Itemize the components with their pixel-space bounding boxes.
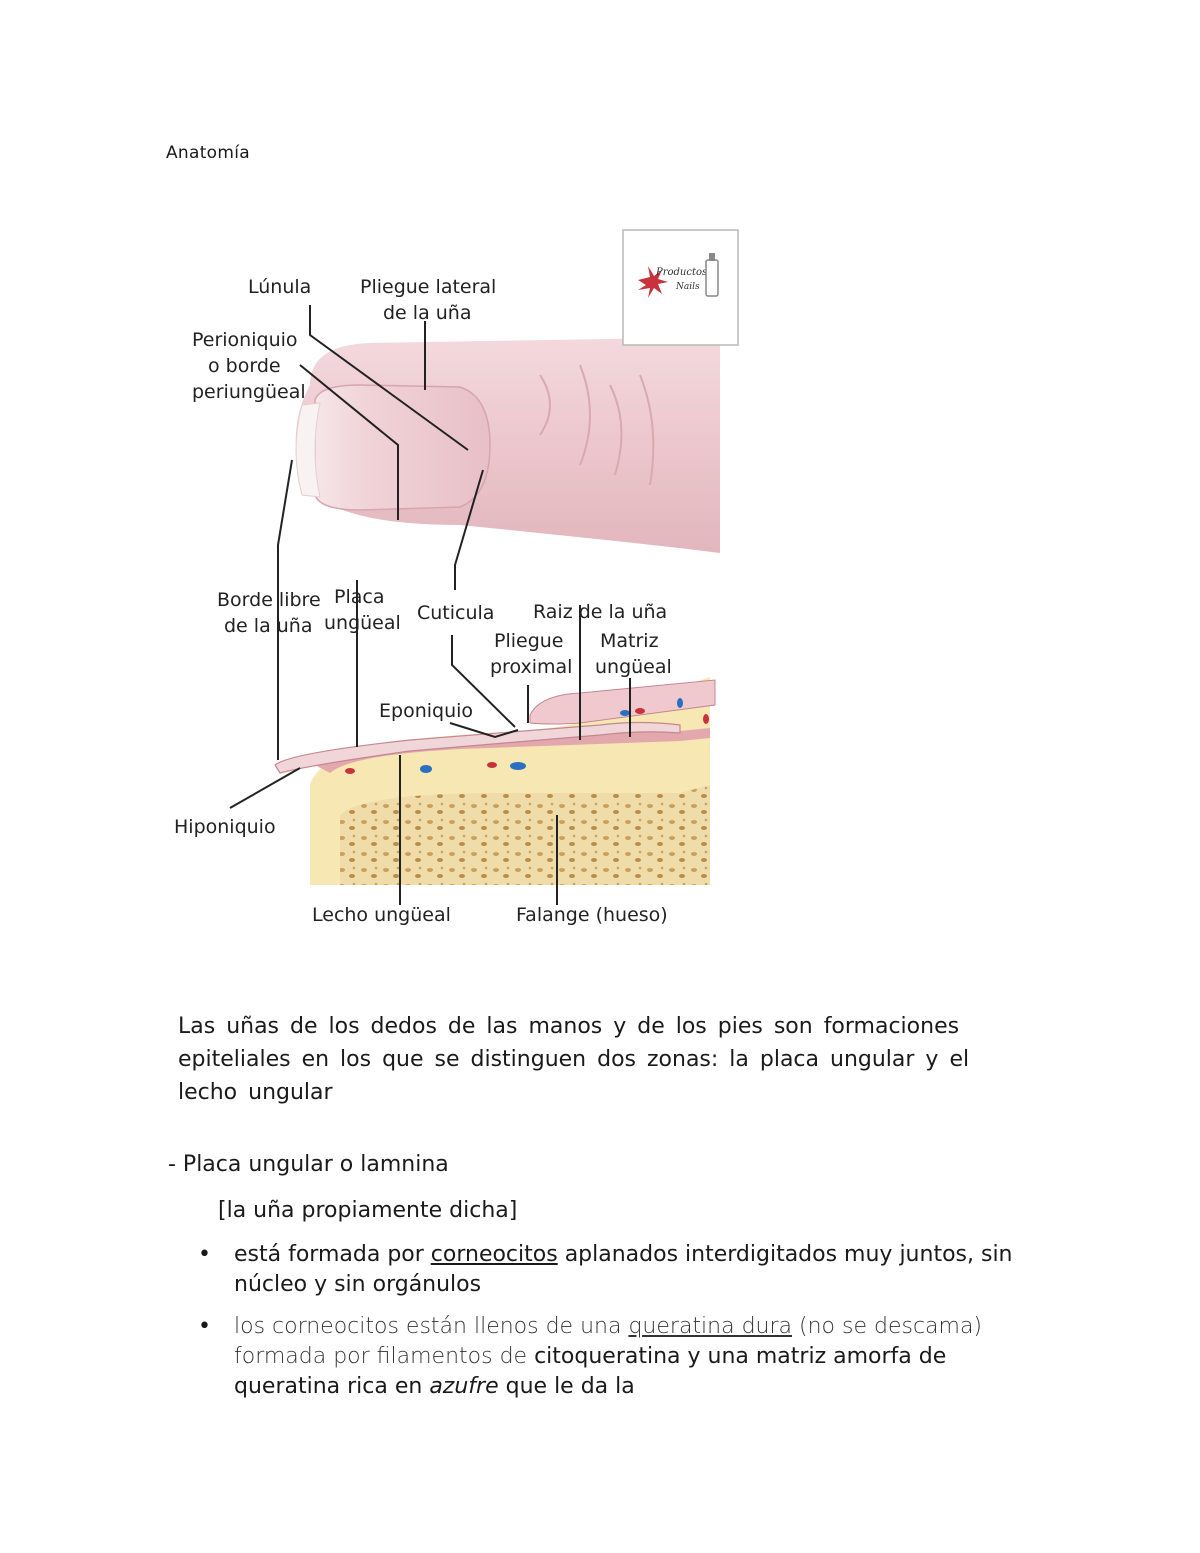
- label-lecho: Lecho ungüeal: [312, 904, 451, 926]
- brand-logo: [623, 230, 738, 345]
- bullet2-emphasis: azufre: [429, 1374, 499, 1399]
- label-falange: Falange (hueso): [516, 904, 668, 926]
- bullet1-term: corneocitos: [430, 1242, 558, 1267]
- label-placa-1: Placa: [334, 586, 385, 608]
- bullet-list: [198, 1240, 1058, 1414]
- label-hiponiquio: Hiponiquio: [174, 816, 276, 838]
- bullet2-text-a: los corneocitos están llenos de una: [234, 1314, 629, 1339]
- label-matriz-1: Matriz: [600, 630, 659, 652]
- list-item: [198, 1240, 1058, 1300]
- list-item: [198, 1312, 1058, 1402]
- label-raiz: Raiz de la uña: [533, 601, 668, 623]
- nail-anatomy-diagram: [160, 225, 760, 945]
- page-heading: Anatomía: [166, 143, 250, 163]
- label-perioniquio-2: o borde: [208, 355, 281, 377]
- finger-illustration: [296, 337, 720, 553]
- logo-text-bottom: Nails: [676, 282, 700, 292]
- bullet2-text-f: que le da la: [498, 1374, 635, 1399]
- label-placa-2: ungüeal: [324, 612, 401, 634]
- label-pliegue-lateral-1: Pliegue lateral: [360, 276, 497, 298]
- bullet1-text-a: está formada por: [234, 1242, 431, 1267]
- label-lunula: Lúnula: [248, 276, 312, 298]
- label-borde-libre-2: de la uña: [224, 615, 313, 637]
- section-subtitle: [la uña propiamente dicha]: [218, 1198, 518, 1223]
- label-pliegue-proximal-1: Pliegue: [494, 630, 564, 652]
- label-pliegue-lateral-2: de la uña: [383, 302, 472, 324]
- bullet2-text-d: citoqueratina y una matriz amorfa de queratina rica en: [234, 1344, 947, 1399]
- bullet-dot: •: [198, 1314, 211, 1339]
- bullet1-text-c: aplanados interdigitados muy juntos, sin núcleo y sin orgánulos: [234, 1242, 1013, 1297]
- label-cuticula: Cuticula: [417, 602, 495, 624]
- logo-text-top: Productos: [656, 267, 708, 278]
- label-eponiquio: Eponiquio: [379, 700, 474, 722]
- intro-paragraph: Las uñas de los dedos de las manos y de los pies son formaciones epiteliales en los que se distinguen dos zonas: la placa ungular y el lecho ungular: [178, 1014, 970, 1105]
- bullet-dot: •: [198, 1242, 211, 1267]
- bullet2-text-c: (no se descama) formada por filamentos de: [234, 1314, 983, 1369]
- bullet2-term: queratina dura: [628, 1314, 793, 1339]
- section-title: - Placa ungular o lamnina: [168, 1152, 449, 1177]
- label-perioniquio-1: Perioniquio: [192, 329, 298, 351]
- label-pliegue-proximal-2: proximal: [490, 656, 573, 678]
- label-perioniquio-3: periungüeal: [192, 381, 306, 403]
- label-matriz-2: ungüeal: [595, 656, 672, 678]
- nail-anatomy-figure: [160, 225, 760, 945]
- label-borde-libre-1: Borde libre: [217, 589, 321, 611]
